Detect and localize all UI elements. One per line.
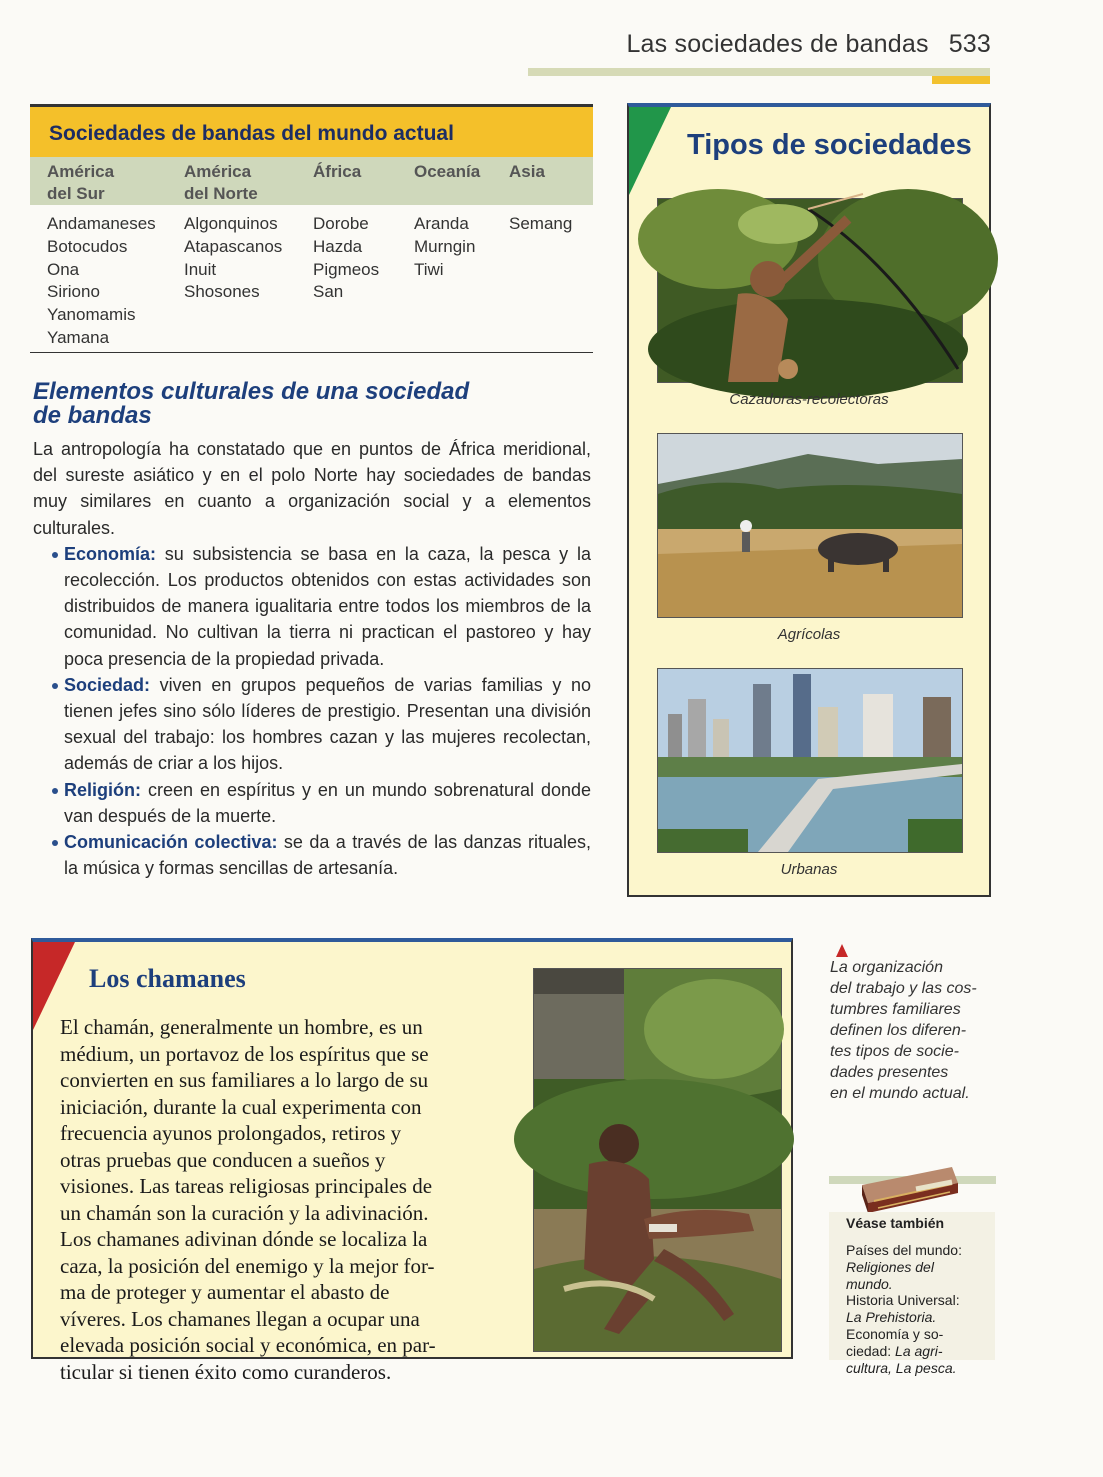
- side-note-line: definen los diferen-: [830, 1022, 967, 1039]
- shamans-text-line: elevada posición social y económica, en par-: [60, 1333, 436, 1357]
- see-also-reference-link[interactable]: Religiones del: [846, 1258, 934, 1275]
- shamans-text-line: ma de proteger y aumentar el abasto de: [60, 1280, 390, 1304]
- table-cell: Ona: [47, 259, 80, 279]
- running-header-title: Las sociedades de bandas: [626, 30, 929, 58]
- caption-hunter-gatherer: Cazadoras-recolectoras: [729, 391, 889, 408]
- header-line: América: [47, 162, 115, 181]
- table-header-cell: [47, 161, 114, 205]
- shamans-text-line: otras pruebas que conducen a sueños y: [60, 1147, 386, 1172]
- bullet-text: creen en espíritus y en un mundo sobrenatural donde van después de la muerte.: [64, 779, 591, 826]
- hunter-gatherer-illustration: [658, 199, 962, 382]
- table-cell: Yamana: [47, 327, 110, 347]
- bullet-item: [33, 541, 591, 672]
- society-types-title: Tipos de sociedades: [687, 129, 972, 161]
- table-column-africa: [313, 213, 379, 304]
- article-heading: [33, 380, 593, 428]
- shamans-text-line: un chamán son la curación y la adivinación.: [60, 1200, 429, 1225]
- see-also-reference-link[interactable]: mundo.: [846, 1275, 893, 1292]
- shamans-text-line: Los chamanes adivinan dónde se localiza la: [60, 1227, 428, 1251]
- bullet-label: Comunicación colectiva:: [64, 832, 278, 853]
- header-line: Oceanía: [414, 162, 481, 181]
- header-line: del Norte: [184, 184, 258, 203]
- bullet-text: viven en grupos pequeños de varias familias y no tienen jefes sino sólo líderes de prestigio. Presentan una división sexual del trabajo: los hombres cazan y las mujeres recolectan, además de criar a los hijos.: [64, 674, 591, 774]
- table-column-south-america: [47, 213, 156, 350]
- table-title: Sociedades de bandas del mundo actual: [30, 107, 593, 157]
- see-also-reference-link[interactable]: La Prehistoria.: [846, 1309, 937, 1326]
- shamans-text-line: visiones. Las tareas religiosas principales de: [60, 1174, 433, 1198]
- header-line: América: [184, 162, 252, 181]
- shamans-text-line: caza, la posición del enemigo y la mejor for-: [60, 1253, 435, 1278]
- green-corner-triangle: [629, 107, 671, 195]
- agricultural-photo: [657, 433, 963, 618]
- table-cell: Shosones: [184, 282, 260, 302]
- running-header: [626, 30, 991, 59]
- see-also-reference-link[interactable]: La agri-: [895, 1342, 943, 1359]
- header-line: del Sur: [47, 184, 105, 203]
- table-header-cell: [313, 161, 361, 183]
- band-societies-table: [30, 104, 593, 357]
- table-column-oceania: [414, 213, 475, 281]
- bullet-list: [33, 541, 591, 882]
- bullet-dot-icon: [52, 840, 58, 846]
- urban-illustration: [658, 669, 962, 852]
- see-also-box: [829, 1212, 995, 1376]
- page-number: 533: [948, 30, 991, 58]
- table-cell: Atapascanos: [184, 236, 283, 256]
- hunter-gatherer-photo: [657, 198, 963, 383]
- table-cell: Botocudos: [47, 236, 128, 256]
- table-cell: Andamaneses: [47, 214, 156, 233]
- table-body: [30, 205, 593, 353]
- header-line: África: [313, 162, 362, 181]
- bullet-label: Religión:: [64, 779, 141, 800]
- table-header-row: [30, 157, 593, 205]
- see-also-line: Historia Universal:: [846, 1292, 960, 1309]
- shamans-box: [31, 938, 793, 1384]
- side-note-line: en el mundo actual.: [830, 1085, 970, 1102]
- table-column-asia: [509, 213, 572, 236]
- see-also-line: Países del mundo:: [846, 1242, 962, 1258]
- side-note-caption: [830, 936, 1005, 1104]
- table-cell: Murngin: [414, 236, 476, 256]
- article-heading-line: Elementos culturales de una sociedad: [33, 378, 470, 405]
- header-line: Asia: [509, 162, 545, 181]
- shaman-healing-photo: [533, 968, 782, 1352]
- see-also-line: Economía y so-: [846, 1325, 944, 1342]
- side-note-line: del trabajo y las cos-: [830, 980, 977, 997]
- society-types-box: [627, 103, 991, 897]
- table-cell: Dorobe: [313, 214, 369, 233]
- header-accent-bar: [932, 76, 990, 84]
- header-rule: [528, 68, 990, 76]
- bullet-item: [33, 672, 591, 777]
- bullet-label: Economía:: [64, 543, 157, 564]
- shamans-text-line: El chamán, generalmente un hombre, es un: [60, 1015, 423, 1039]
- shamans-text-line: convierten en sus familiares a lo largo de su: [60, 1068, 429, 1092]
- table-cell: Hazda: [313, 236, 363, 256]
- bullet-item: [33, 777, 591, 829]
- table-bottom-rule: [30, 352, 593, 353]
- shamans-text-line: víveres. Los chamanes llegan a ocupar una: [60, 1306, 420, 1331]
- side-note-line: La organización: [830, 959, 943, 976]
- side-note-line: tumbres familiares: [830, 1001, 961, 1018]
- bullet-dot-icon: [52, 788, 58, 794]
- see-also-line: [846, 1343, 962, 1360]
- side-note-line: dades presentes: [830, 1064, 949, 1081]
- bullet-label: Sociedad:: [64, 674, 151, 695]
- shamans-text-line: ticular si tienen éxito como curanderos.: [60, 1359, 392, 1384]
- book-icon: [856, 1163, 962, 1215]
- shamans-text: [60, 1014, 516, 1385]
- table-cell: Tiwi: [414, 259, 444, 279]
- side-note-spacer: [830, 936, 1005, 957]
- table-cell: Algonquinos: [184, 214, 278, 233]
- shamans-text-line: médium, un portavoz de los espíritus que se: [60, 1041, 429, 1066]
- table-cell: Aranda: [414, 214, 469, 233]
- table-cell: Yanomamis: [47, 305, 136, 325]
- bullet-dot-icon: [52, 552, 58, 558]
- agricultural-illustration: [658, 434, 962, 617]
- table-cell: San: [313, 282, 344, 302]
- article-intro: La antropología ha constatado que en puntos de África meridional, del sureste asiático y en el polo Norte hay sociedades de bandas muy similares en cuanto a organización social y a elementos culturales.: [33, 439, 591, 538]
- see-also-heading: Véase también: [846, 1215, 945, 1231]
- table-cell: Inuit: [184, 259, 217, 279]
- shamans-text-line: frecuencia ayunos prolongados, retiros y: [60, 1121, 402, 1145]
- table-cell: Siriono: [47, 282, 100, 302]
- side-note-line: tes tipos de socie-: [830, 1043, 959, 1060]
- table-column-north-america: [184, 213, 282, 304]
- table-header-cell: [184, 161, 258, 205]
- table-cell: Pigmeos: [313, 259, 380, 279]
- table-header-cell: [414, 161, 480, 183]
- table-header-cell: [509, 161, 545, 183]
- shamans-text-line: iniciación, durante la cual experimenta con: [60, 1094, 422, 1119]
- article-body: [33, 436, 591, 881]
- bullet-item: [33, 829, 591, 881]
- table-cell: Semang: [509, 214, 573, 233]
- caption-urban: Urbanas: [780, 861, 838, 878]
- see-also-line-part: ciedad:: [846, 1342, 896, 1359]
- article-heading-line: de bandas: [33, 402, 152, 429]
- bullet-text: su subsistencia se basa en la caza, la pesca y la recolección. Los productos obtenidos con estas actividades son distribuidos de manera igualitaria entre todos los miembros de la comunidad. No cultivan la tierra ni practican el pastoreo y hay poca presencia de la propiedad privada.: [64, 543, 591, 669]
- caption-agricultural: Agrícolas: [777, 626, 841, 643]
- bullet-text: se da a través de las danzas rituales, la música y formas sencillas de artesanía.: [64, 832, 591, 879]
- shamans-title: Los chamanes: [89, 964, 246, 993]
- see-also-reference-link[interactable]: cultura, La pesca.: [846, 1359, 957, 1376]
- urban-photo: [657, 668, 963, 853]
- shaman-healing-illustration: [534, 969, 781, 1351]
- bullet-dot-icon: [52, 683, 58, 689]
- see-also-body: [846, 1242, 962, 1376]
